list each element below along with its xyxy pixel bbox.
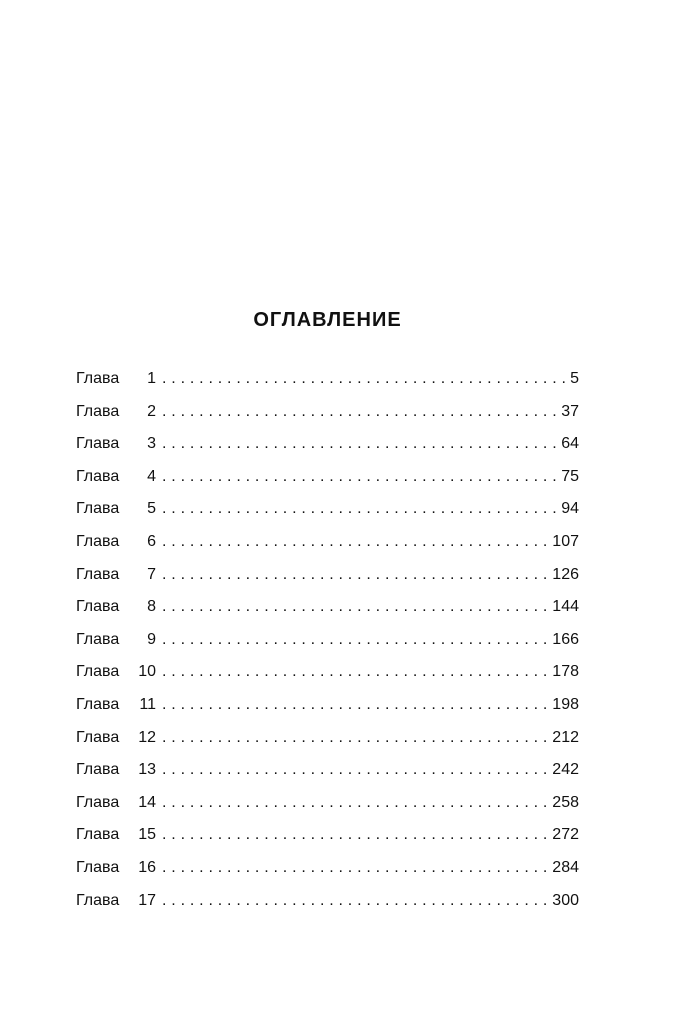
toc-entry-page: 94	[561, 500, 579, 518]
toc-entry-label: Глава	[76, 663, 120, 681]
toc-entry[interactable]	[76, 888, 579, 921]
dot-leader	[162, 888, 550, 914]
dot-leader	[162, 790, 550, 816]
toc-entry-number: 7	[147, 565, 156, 583]
toc-entry-number: 17	[138, 891, 156, 909]
toc-entry-number: 10	[138, 663, 156, 681]
toc-entry-number: 13	[138, 761, 156, 779]
dot-leader	[162, 692, 550, 718]
toc-entry-page: 198	[552, 695, 579, 713]
toc-entry[interactable]	[76, 529, 579, 562]
toc-entry-number: 4	[147, 467, 156, 485]
toc-entry-page: 64	[561, 435, 579, 453]
toc-entry-page: 126	[552, 565, 579, 583]
toc-entry-number: 9	[147, 630, 156, 648]
toc-entry[interactable]	[76, 822, 579, 855]
toc-entry-page: 242	[552, 761, 579, 779]
toc-entry-label: Глава	[76, 467, 120, 485]
toc-entry[interactable]	[76, 431, 579, 464]
dot-leader	[162, 855, 550, 881]
toc-entry-number: 16	[138, 858, 156, 876]
toc-list	[76, 366, 579, 920]
toc-entry-label: Глава	[76, 630, 120, 648]
toc-entry-number: 3	[147, 435, 156, 453]
toc-entry-label: Глава	[76, 532, 120, 550]
toc-entry[interactable]	[76, 464, 579, 497]
toc-entry[interactable]	[76, 692, 579, 725]
toc-entry[interactable]	[76, 725, 579, 758]
toc-entry-number: 2	[147, 402, 156, 420]
toc-entry[interactable]	[76, 790, 579, 823]
toc-entry-number: 11	[139, 695, 156, 713]
toc-entry-label: Глава	[76, 435, 120, 453]
toc-entry[interactable]	[76, 855, 579, 888]
dot-leader	[162, 431, 559, 457]
toc-entry[interactable]	[76, 496, 579, 529]
toc-entry-number: 14	[138, 793, 156, 811]
toc-entry-page: 272	[552, 826, 579, 844]
toc-entry[interactable]	[76, 399, 579, 432]
toc-entry-number: 1	[147, 370, 156, 387]
dot-leader	[162, 366, 568, 392]
toc-entry-page: 300	[552, 891, 579, 909]
toc-entry-page: 144	[552, 598, 579, 616]
toc-entry-label: Глава	[76, 565, 120, 583]
dot-leader	[162, 399, 559, 425]
toc-entry[interactable]	[76, 594, 579, 627]
toc-title: ОГЛАВЛЕНИЕ	[253, 309, 402, 331]
dot-leader	[162, 822, 550, 848]
toc-entry[interactable]	[76, 366, 579, 399]
toc-entry-label: Глава	[76, 402, 120, 420]
toc-entry-label: Глава	[76, 695, 120, 713]
dot-leader	[162, 464, 559, 490]
toc-entry-label: Глава	[76, 500, 120, 518]
toc-entry-page: 37	[561, 402, 579, 420]
toc-entry-page: 107	[552, 532, 579, 550]
toc-entry-label: Глава	[76, 761, 120, 779]
toc-entry-number: 12	[138, 728, 156, 746]
toc-entry-page: 166	[552, 630, 579, 648]
toc-entry-label: Глава	[76, 891, 120, 909]
dot-leader	[162, 594, 550, 620]
toc-entry-page: 5	[570, 370, 579, 387]
toc-entry-label: Глава	[76, 826, 120, 844]
toc-entry-page: 284	[552, 858, 579, 876]
toc-entry-number: 8	[147, 598, 156, 616]
dot-leader	[162, 627, 550, 653]
toc-entry[interactable]	[76, 757, 579, 790]
dot-leader	[162, 659, 550, 685]
toc-entry-label: Глава	[76, 728, 120, 746]
dot-leader	[162, 725, 550, 751]
toc-entry-number: 15	[138, 826, 156, 844]
toc-entry[interactable]	[76, 659, 579, 692]
dot-leader	[162, 757, 550, 783]
toc-entry-page: 75	[561, 467, 579, 485]
toc-entry-label: Глава	[76, 598, 120, 616]
toc-entry-page: 258	[552, 793, 579, 811]
toc-entry-label: Глава	[76, 858, 120, 876]
toc-entry-page: 178	[552, 663, 579, 681]
toc-entry[interactable]	[76, 562, 579, 595]
toc-entry-number: 5	[147, 500, 156, 518]
toc-entry-number: 6	[147, 532, 156, 550]
dot-leader	[162, 562, 550, 588]
toc-entry-label: Глава	[76, 793, 120, 811]
toc-entry[interactable]	[76, 627, 579, 660]
toc-entry-page: 212	[552, 728, 579, 746]
dot-leader	[162, 496, 559, 522]
toc-entry-label: Глава	[76, 370, 120, 387]
dot-leader	[162, 529, 550, 555]
